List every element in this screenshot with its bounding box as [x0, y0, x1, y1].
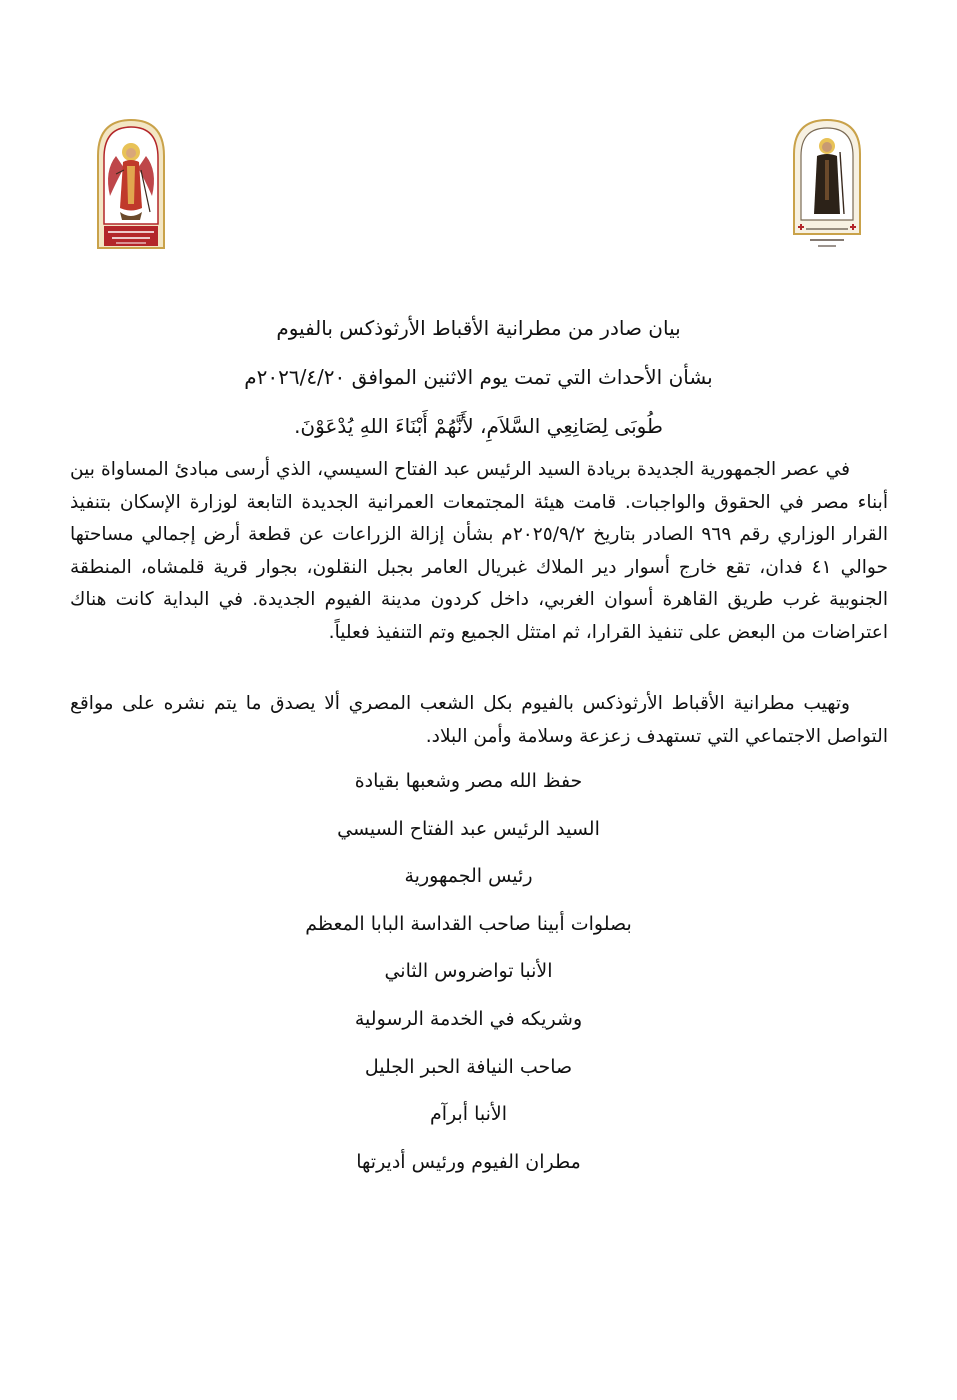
body-paragraph-1: في عصر الجمهورية الجديدة بريادة السيد الرئيس عبد الفتاح السيسي، الذي أرسى مبادئ المساواة بين أبناء مصر في الحقوق والواجبات. قامت هيئة المجتمعات العمرانية الجديدة التابعة لوزارة الإسكان بتنفيذ القرار الوزاري رقم ٩٦٩ الصادر بتاريخ ٢٠٢٥/٩/٢م بشأن إزالة الزراعات عن قطعة أرض إجمالي مساحتها حوالي ٤١ فدان، تقع خارج أسوار دير الملاك غبريال العامر بجبل النقلون، بجوار قرية قلمشاه، المنطقة الجنوبية غرب طريق القاهرة أسوان الغربي، داخل كردون مدينة الفيوم الجديدة. في البداية كانت هناك اعتراضات من البعض على تنفيذ القرارا، ثم امتثل الجميع وتم التنفيذ فعلياً.: [70, 459, 888, 643]
bible-verse: طُوبَى لِصَانِعِي السَّلاَمِ، لأَنَّهُمْ أَبْنَاءَ اللهِ يُدْعَوْنَ.: [294, 414, 663, 438]
statement-subject: بشأن الأحداث التي تمت يوم الاثنين الموافق ٢٠٢٦/٤/٢٠م: [244, 365, 713, 389]
closing-line: رئيس الجمهورية: [404, 865, 533, 888]
body-paragraph-2: وتهيب مطرانية الأقباط الأرثوذكس بالفيوم بكل الشعب المصري ألا يصدق ما يتم نشره على مواقع التواصل الاجتماعي التي تستهدف زعزعة وسلامة وأمن البلاد.: [70, 693, 888, 747]
closing-line: الأنبا أبرآم: [429, 1103, 508, 1126]
closing-line: صاحب النيافة الحبر الجليل: [364, 1055, 573, 1078]
coptic-orthodox-diocese-seal-icon: [790, 116, 864, 250]
closing-line: بصلوات أبينا صاحب القداسة البابا المعظم: [305, 912, 632, 935]
closing-line: مطران الفيوم ورئيس أديرتها: [356, 1150, 581, 1173]
closing-line: السيد الرئيس عبد الفتاح السيسي: [337, 817, 600, 840]
statement-title: بيان صادر من مطرانية الأقباط الأرثوذكس بالفيوم: [276, 316, 681, 340]
closing-block: [0, 765, 957, 1193]
closing-line: حفظ الله مصر وشعبها بقيادة: [354, 770, 583, 792]
closing-line: الأنبا تواضروس الثاني: [384, 960, 553, 983]
archangel-gabriel-monastery-seal-icon: [94, 116, 168, 250]
closing-line: وشريكه في الخدمة الرسولية: [354, 1007, 583, 1030]
